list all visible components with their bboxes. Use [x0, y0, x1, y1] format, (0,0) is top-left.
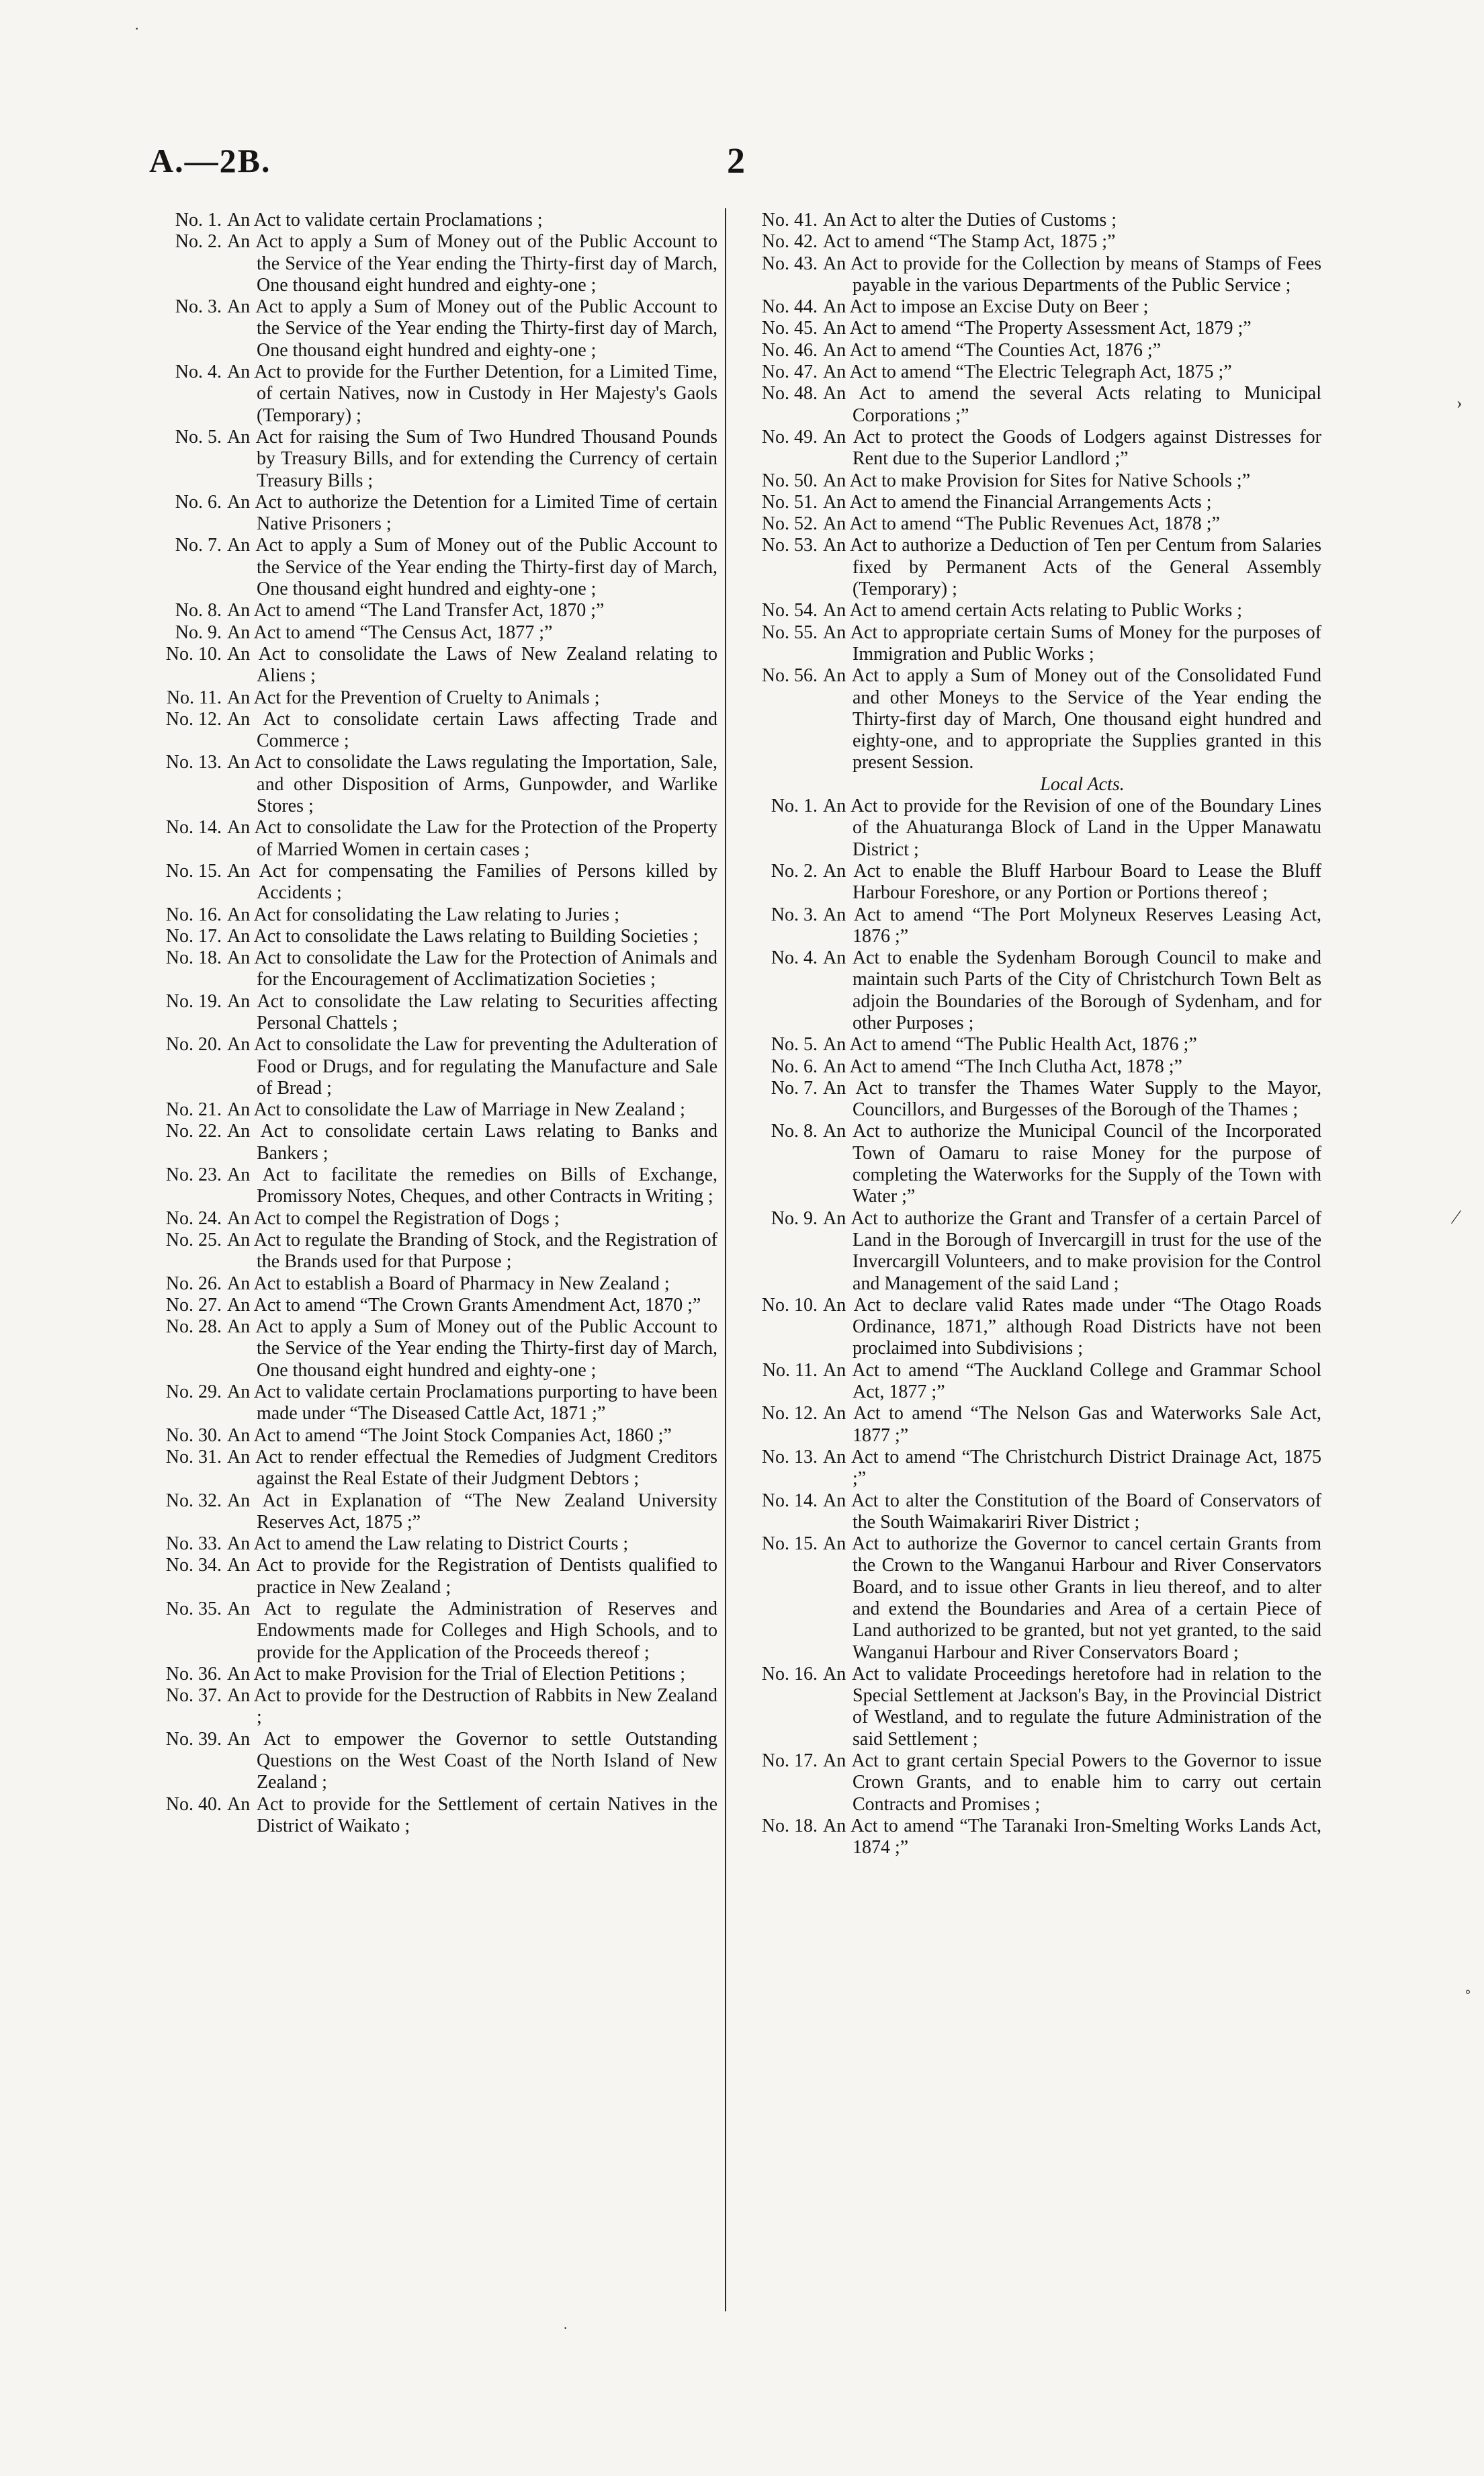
act-number: No. 30. — [165, 1424, 222, 1446]
act-number: No. 11. — [762, 1359, 818, 1381]
act-entry — [146, 1295, 717, 1316]
act-entry — [742, 1750, 1321, 1816]
act-number: No. 44. — [761, 296, 818, 318]
act-title: An Act to provide for the Registration of Dentists qualified to practice in New Zealand ; — [227, 1555, 717, 1598]
act-title: An Act to amend the Law relating to District Courts ; — [227, 1533, 629, 1555]
act-number: No. 14. — [761, 1490, 818, 1511]
act-title: An Act to render effectual the Remedies of Judgment Creditors against the Real Estate of their Judgment Debtors ; — [227, 1446, 717, 1490]
act-entry — [742, 947, 1321, 1034]
act-number: No. 8. — [771, 1121, 818, 1142]
act-entry — [742, 1816, 1321, 1859]
act-number: No. 28. — [165, 1316, 222, 1338]
act-title: An Act to consolidate the Laws regulating the Importation, Sale, and other Disposition of Arms, Gunpowder, and Warlike Stores ; — [227, 752, 717, 817]
act-entry — [742, 1121, 1321, 1207]
act-title: An Act to amend certain Acts relating to Public Works ; — [823, 600, 1242, 622]
act-title: An Act to amend “The Crown Grants Amendment Act, 1870 ;” — [227, 1294, 701, 1316]
act-title: An Act for raising the Sum of Two Hundred Thousand Pounds by Treasury Bills, and for extending the Currency of certain Treasury Bills ; — [227, 426, 717, 491]
act-number: No. 34. — [165, 1555, 222, 1576]
act-title: An Act to regulate the Branding of Stock, and the Registration of the Brands used for that Purpose ; — [227, 1229, 717, 1273]
act-entry — [146, 231, 717, 296]
act-title: An Act to validate Proceedings heretofore had in relation to the Special Settlement at Jackson's Bay, in the Provincial District of Westland, and to regulate the future Administration of the said Settlement ; — [823, 1663, 1321, 1750]
act-entry — [742, 861, 1321, 904]
act-entry — [146, 644, 717, 687]
act-title: An Act to authorize the Detention for a Limited Time of certain Native Prisoners ; — [227, 491, 717, 535]
act-title: An Act for the Prevention of Cruelty to Animals ; — [227, 687, 600, 708]
act-entry — [742, 470, 1321, 492]
act-number: No. 19. — [165, 990, 222, 1012]
act-entry — [146, 1490, 717, 1534]
act-entry — [742, 296, 1321, 318]
act-title: An Act to enable the Bluff Harbour Board to Lease the Bluff Harbour Foreshore, or any Portion or Portions thereof ; — [823, 860, 1321, 904]
act-title: An Act to facilitate the remedies on Bills of Exchange, Promissory Notes, Cheques, and other Contracts in Writing ; — [227, 1164, 717, 1207]
act-number: No. 4. — [771, 947, 818, 969]
act-number: No. 32. — [165, 1490, 222, 1511]
act-entry — [742, 1533, 1321, 1664]
act-number: No. 16. — [165, 904, 222, 925]
act-entry — [146, 947, 717, 991]
act-number: No. 12. — [165, 708, 222, 730]
act-title: An Act to amend the several Acts relating to Municipal Corporations ;” — [823, 383, 1321, 426]
act-number: No. 53. — [761, 535, 818, 556]
act-entry — [742, 427, 1321, 470]
act-entry — [742, 340, 1321, 361]
act-title: An Act to apply a Sum of Money out of the Public Account to the Service of the Year ending the Thirty-first day of March, One thousand eight hundred and eighty-one ; — [227, 535, 717, 600]
act-number: No. 35. — [165, 1598, 222, 1619]
act-number: No. 21. — [165, 1099, 222, 1121]
act-entry — [146, 861, 717, 904]
act-number: No. 7. — [771, 1077, 818, 1099]
act-entry — [146, 1425, 717, 1447]
act-title: An Act to amend “The Census Act, 1877 ;” — [227, 622, 553, 643]
act-number: No. 33. — [165, 1533, 222, 1555]
act-entry — [146, 210, 717, 231]
act-number: No. 37. — [165, 1685, 222, 1707]
act-number: No. 6. — [771, 1056, 818, 1077]
act-title: An Act to make Provision for the Trial of Election Petitions ; — [227, 1663, 686, 1684]
act-title: An Act to amend “The Port Molyneux Reserves Leasing Act, 1876 ;” — [823, 904, 1321, 947]
act-entry — [742, 622, 1321, 666]
act-number: No. 5. — [771, 1034, 818, 1056]
act-entry — [742, 318, 1321, 339]
act-number: No. 43. — [761, 253, 818, 274]
act-entry — [742, 210, 1321, 231]
act-title: An Act to amend “The Counties Act, 1876 ;” — [823, 339, 1162, 361]
act-number: No. 10. — [761, 1294, 818, 1316]
act-entry — [146, 600, 717, 622]
act-title: An Act to amend “The Joint Stock Companies Act, 1860 ;” — [227, 1424, 672, 1446]
act-title: An Act to alter the Duties of Customs ; — [823, 210, 1117, 230]
act-title: An Act to authorize a Deduction of Ten per Centum from Salaries fixed by Permanent Acts of the General Assembly (Temporary) ; — [823, 535, 1321, 600]
act-title: An Act to amend “The Auckland College and Grammar School Act, 1877 ;” — [823, 1359, 1321, 1403]
act-title: An Act to consolidate the Law for the Protection of Animals and for the Encouragement of Acclimatization Societies ; — [227, 947, 717, 990]
act-number: No. 29. — [165, 1381, 222, 1403]
act-entry — [146, 492, 717, 536]
act-entry — [146, 1664, 717, 1685]
act-number: No. 31. — [165, 1446, 222, 1467]
act-title: An Act to compel the Registration of Dogs ; — [227, 1207, 560, 1229]
act-number: No. 55. — [761, 622, 818, 643]
act-entry — [742, 361, 1321, 383]
act-number: No. 51. — [761, 491, 818, 513]
act-number: No. 11. — [166, 687, 222, 708]
act-number: No. 13. — [761, 1446, 818, 1467]
margin-mark: ⁄ — [1454, 1206, 1458, 1228]
act-entry — [146, 1230, 717, 1273]
act-entry — [742, 1078, 1321, 1121]
act-title: An Act to declare valid Rates made under “The Otago Roads Ordinance, 1871,” although Road Districts have not been proclaimed into Subdivisions ; — [823, 1294, 1321, 1359]
act-entry — [146, 1164, 717, 1208]
act-title: An Act to establish a Board of Pharmacy in New Zealand ; — [227, 1273, 670, 1294]
act-title: An Act to amend “The Property Assessment Act, 1879 ;” — [823, 318, 1252, 339]
act-title: An Act to consolidate the Laws of New Zealand relating to Aliens ; — [227, 643, 717, 687]
speck-mark: · — [563, 2319, 568, 2336]
act-entry — [146, 991, 717, 1035]
act-entry — [146, 709, 717, 753]
act-entry — [742, 1208, 1321, 1295]
act-number: No. 40. — [165, 1793, 222, 1815]
act-entry — [146, 817, 717, 861]
act-entry — [742, 1295, 1321, 1360]
local-acts-heading: Local Acts. — [1040, 773, 1125, 795]
act-entry — [742, 535, 1321, 600]
act-number: No. 5. — [175, 426, 222, 447]
act-entry — [742, 492, 1321, 513]
act-title: An Act to protect the Goods of Lodgers against Distresses for Rent due to the Superior Landlord ;” — [823, 426, 1321, 470]
act-number: No. 42. — [761, 231, 818, 253]
act-title: An Act to amend the Financial Arrangements Acts ; — [823, 491, 1212, 513]
act-title: An Act to validate certain Proclamations ; — [227, 210, 543, 230]
page-number: 2 — [727, 140, 745, 181]
act-number: No. 26. — [165, 1273, 222, 1294]
act-title: An Act to apply a Sum of Money out of the Consolidated Fund and other Moneys to the Service of the Year ending the Thirty-first day of March, One thousand eight hundred and eighty-one, and to appropriate the Supplies granted in this present Session. — [823, 665, 1321, 773]
act-number: No. 16. — [761, 1663, 818, 1684]
act-title: An Act to provide for the Settlement of certain Natives in the District of Waikato ; — [227, 1793, 717, 1836]
act-number: No. 7. — [175, 535, 222, 556]
margin-mark: ˳ — [1465, 1972, 1471, 1994]
act-title: An Act to make Provision for Sites for Native Schools ;” — [823, 470, 1251, 491]
act-title: An Act to transfer the Thames Water Supply to the Mayor, Councillors, and Burgesses of the Borough of the Thames ; — [823, 1077, 1321, 1121]
act-number: No. 25. — [165, 1229, 222, 1250]
act-number: No. 47. — [761, 361, 818, 383]
act-number: No. 39. — [165, 1728, 222, 1750]
document-reference: A.—2B. — [149, 142, 271, 179]
act-entry — [146, 1555, 717, 1598]
act-entry — [742, 904, 1321, 948]
act-number: No. 12. — [761, 1403, 818, 1424]
act-title: An Act to amend “The Inch Clutha Act, 1878 ;” — [823, 1056, 1182, 1077]
act-entry — [146, 904, 717, 926]
act-title: An Act to amend “The Public Health Act, 1876 ;” — [823, 1034, 1197, 1056]
act-title: An Act in Explanation of “The New Zealand University Reserves Act, 1875 ;” — [227, 1490, 717, 1533]
act-entry — [146, 1598, 717, 1664]
act-entry — [146, 1381, 717, 1425]
act-entry — [742, 1490, 1321, 1534]
act-title: An Act to consolidate the Law for the Protection of the Property of Married Women in certain cases ; — [227, 817, 717, 860]
act-entry — [742, 1403, 1321, 1447]
act-title: An Act for compensating the Families of Persons killed by Accidents ; — [227, 860, 717, 904]
act-title: An Act to provide for the Revision of one of the Boundary Lines of the Ahuaturanga Block of Land in the Upper Manawatu District ; — [823, 796, 1321, 860]
act-entry — [146, 1273, 717, 1295]
act-number: No. 23. — [165, 1164, 222, 1186]
act-number: No. 2. — [175, 231, 222, 253]
act-entry — [146, 1447, 717, 1490]
act-entry — [146, 622, 717, 644]
act-title: An Act to apply a Sum of Money out of the Public Account to the Service of the Year ending the Thirty-first day of March, One thousand eight hundred and eighty-one ; — [227, 296, 717, 361]
act-number: No. 52. — [761, 513, 818, 535]
act-number: No. 9. — [175, 622, 222, 643]
act-entry — [742, 513, 1321, 535]
act-entry — [146, 427, 717, 492]
act-number: No. 9. — [771, 1207, 818, 1229]
act-title: An Act to consolidate the Laws relating to Building Societies ; — [227, 925, 699, 947]
act-title: An Act to apply a Sum of Money out of the Public Account to the Service of the Year ending the Thirty-first day of March, One thousand eight hundred and eighty-one ; — [227, 231, 717, 296]
act-entry — [146, 1685, 717, 1729]
act-title: An Act to appropriate certain Sums of Money for the purposes of Immigration and Public Works ; — [823, 622, 1321, 665]
margin-mark: › — [1456, 393, 1463, 413]
act-title: An Act to amend “The Taranaki Iron-Smelting Works Lands Act, 1874 ;” — [823, 1815, 1321, 1859]
act-number: No. 22. — [165, 1121, 222, 1142]
act-entry — [742, 600, 1321, 622]
right-column — [742, 210, 1321, 1859]
act-number: No. 6. — [175, 491, 222, 513]
act-entry — [146, 687, 717, 709]
act-number: No. 2. — [771, 860, 818, 882]
act-entry — [146, 1533, 717, 1555]
act-number: No. 45. — [761, 318, 818, 339]
act-entry — [742, 383, 1321, 427]
act-entry — [742, 253, 1321, 297]
act-title: An Act to provide for the Collection by means of Stamps of Fees payable in the various Departments of the Public Service ; — [823, 253, 1321, 296]
act-entry — [742, 796, 1321, 861]
act-title: An Act to enable the Sydenham Borough Council to make and maintain such Parts of the City of Christchurch Town Belt as adjoin the Boundaries of the Borough of Sydenham, and for other Purposes ; — [823, 947, 1321, 1033]
speck-mark: · — [134, 20, 140, 37]
act-title: An Act to consolidate the Law relating to Securities affecting Personal Chattels ; — [227, 990, 717, 1033]
act-number: No. 56. — [761, 665, 818, 687]
act-number: No. 20. — [165, 1034, 222, 1056]
act-number: No. 18. — [165, 947, 222, 969]
act-entry — [742, 1360, 1321, 1404]
act-title: An Act for consolidating the Law relating to Juries ; — [227, 904, 619, 925]
act-entry — [146, 1121, 717, 1164]
act-title: An Act to alter the Constitution of the Board of Conservators of the South Waimakariri River District ; — [823, 1490, 1321, 1533]
act-entry — [742, 1664, 1321, 1750]
act-number: No. 13. — [165, 752, 222, 773]
act-title: An Act to empower the Governor to settle Outstanding Questions on the West Coast of the North Island of New Zealand ; — [227, 1728, 717, 1793]
act-entry — [146, 1794, 717, 1838]
act-title: An Act to amend “The Public Revenues Act, 1878 ;” — [823, 513, 1220, 535]
act-number: No. 1. — [175, 210, 222, 230]
act-title: An Act to provide for the Further Detention, for a Limited Time, of certain Natives, now in Custody in Her Majesty's Gaols (Temporary) ; — [227, 361, 717, 426]
act-entry — [146, 1316, 717, 1381]
left-column — [146, 210, 717, 1837]
act-number: No. 54. — [761, 600, 818, 622]
act-number: No. 1. — [771, 796, 818, 817]
act-number: No. 41. — [761, 210, 818, 230]
act-title: An Act to consolidate the Law for preventing the Adulteration of Food or Drugs, and for regulating the Manufacture and Sale of Bread ; — [227, 1034, 717, 1099]
act-number: No. 48. — [761, 383, 818, 404]
act-title: An Act to grant certain Special Powers to the Governor to issue Crown Grants, and to enable him to carry out certain Contracts and Promises ; — [823, 1750, 1321, 1815]
act-title: An Act to apply a Sum of Money out of the Public Account to the Service of the Year ending the Thirty-first day of March, One thousand eight hundred and eighty-one ; — [227, 1316, 717, 1381]
act-number: No. 3. — [175, 296, 222, 318]
act-entry — [742, 231, 1321, 253]
act-title: An Act to provide for the Destruction of Rabbits in New Zealand ; — [227, 1685, 717, 1728]
act-entry — [146, 296, 717, 361]
act-number: No. 15. — [165, 860, 222, 882]
act-number: No. 14. — [165, 817, 222, 839]
act-title: An Act to validate certain Proclamations purporting to have been made under “The Diseased Cattle Act, 1871 ;” — [227, 1381, 717, 1424]
act-number: No. 17. — [761, 1750, 818, 1772]
act-title: An Act to consolidate certain Laws relating to Banks and Bankers ; — [227, 1121, 717, 1164]
act-title: An Act to authorize the Grant and Transfer of a certain Parcel of Land in the Borough of Invercargill in trust for the use of the Invercargill Volunteers, and to make provision for the Control and Management of the said Land ; — [823, 1207, 1321, 1294]
act-entry — [146, 926, 717, 947]
act-entry — [742, 1034, 1321, 1056]
act-title: An Act to authorize the Governor to cancel certain Grants from the Crown to the Wanganui Harbour and River Conservators Board, and to issue other Grants in lieu thereof, and to alter and extend the Boundaries and Area of a certain Piece of Land authorized to be granted, but not yet granted, to the said Wanganui Harbour and River Conservators Board ; — [823, 1533, 1321, 1663]
act-title: An Act to amend “The Christchurch District Drainage Act, 1875 ;” — [823, 1446, 1321, 1490]
act-number: No. 10. — [165, 643, 222, 665]
act-number: No. 50. — [761, 470, 818, 491]
act-entry — [146, 752, 717, 817]
act-title: Act to amend “The Stamp Act, 1875 ;” — [823, 231, 1116, 253]
column-divider — [725, 208, 726, 2311]
act-title: An Act to amend “The Electric Telegraph Act, 1875 ;” — [823, 361, 1232, 383]
act-title: An Act to impose an Excise Duty on Beer ; — [823, 296, 1149, 318]
act-entry — [146, 535, 717, 600]
act-number: No. 17. — [165, 925, 222, 947]
act-number: No. 24. — [165, 1207, 222, 1229]
act-number: No. 4. — [175, 361, 222, 383]
act-title: An Act to amend “The Land Transfer Act, 1870 ;” — [227, 600, 605, 622]
act-number: No. 27. — [165, 1294, 222, 1316]
act-number: No. 3. — [771, 904, 818, 925]
act-title: An Act to consolidate the Law of Marriage in New Zealand ; — [227, 1099, 685, 1121]
act-entry — [742, 1447, 1321, 1490]
act-entry — [742, 1056, 1321, 1078]
act-number: No. 49. — [761, 426, 818, 447]
act-title: An Act to regulate the Administration of Reserves and Endowments made for Colleges and High Schools, and to provide for the Application of the Proceeds thereof ; — [227, 1598, 717, 1663]
act-number: No. 8. — [175, 600, 222, 622]
act-title: An Act to consolidate certain Laws affecting Trade and Commerce ; — [227, 708, 717, 752]
act-number: No. 18. — [761, 1815, 818, 1836]
act-entry — [146, 1208, 717, 1230]
act-entry — [146, 1034, 717, 1099]
act-entry — [146, 1729, 717, 1794]
act-number: No. 36. — [165, 1663, 222, 1684]
act-entry — [742, 665, 1321, 773]
act-title: An Act to amend “The Nelson Gas and Waterworks Sale Act, 1877 ;” — [823, 1403, 1321, 1446]
act-entry — [146, 361, 717, 427]
act-number: No. 46. — [761, 339, 818, 361]
act-title: An Act to authorize the Municipal Council of the Incorporated Town of Oamaru to raise Money for the purpose of completing the Waterworks for the Supply of the Town with Water ;” — [823, 1121, 1321, 1207]
act-number: No. 15. — [761, 1533, 818, 1555]
act-entry — [146, 1099, 717, 1121]
